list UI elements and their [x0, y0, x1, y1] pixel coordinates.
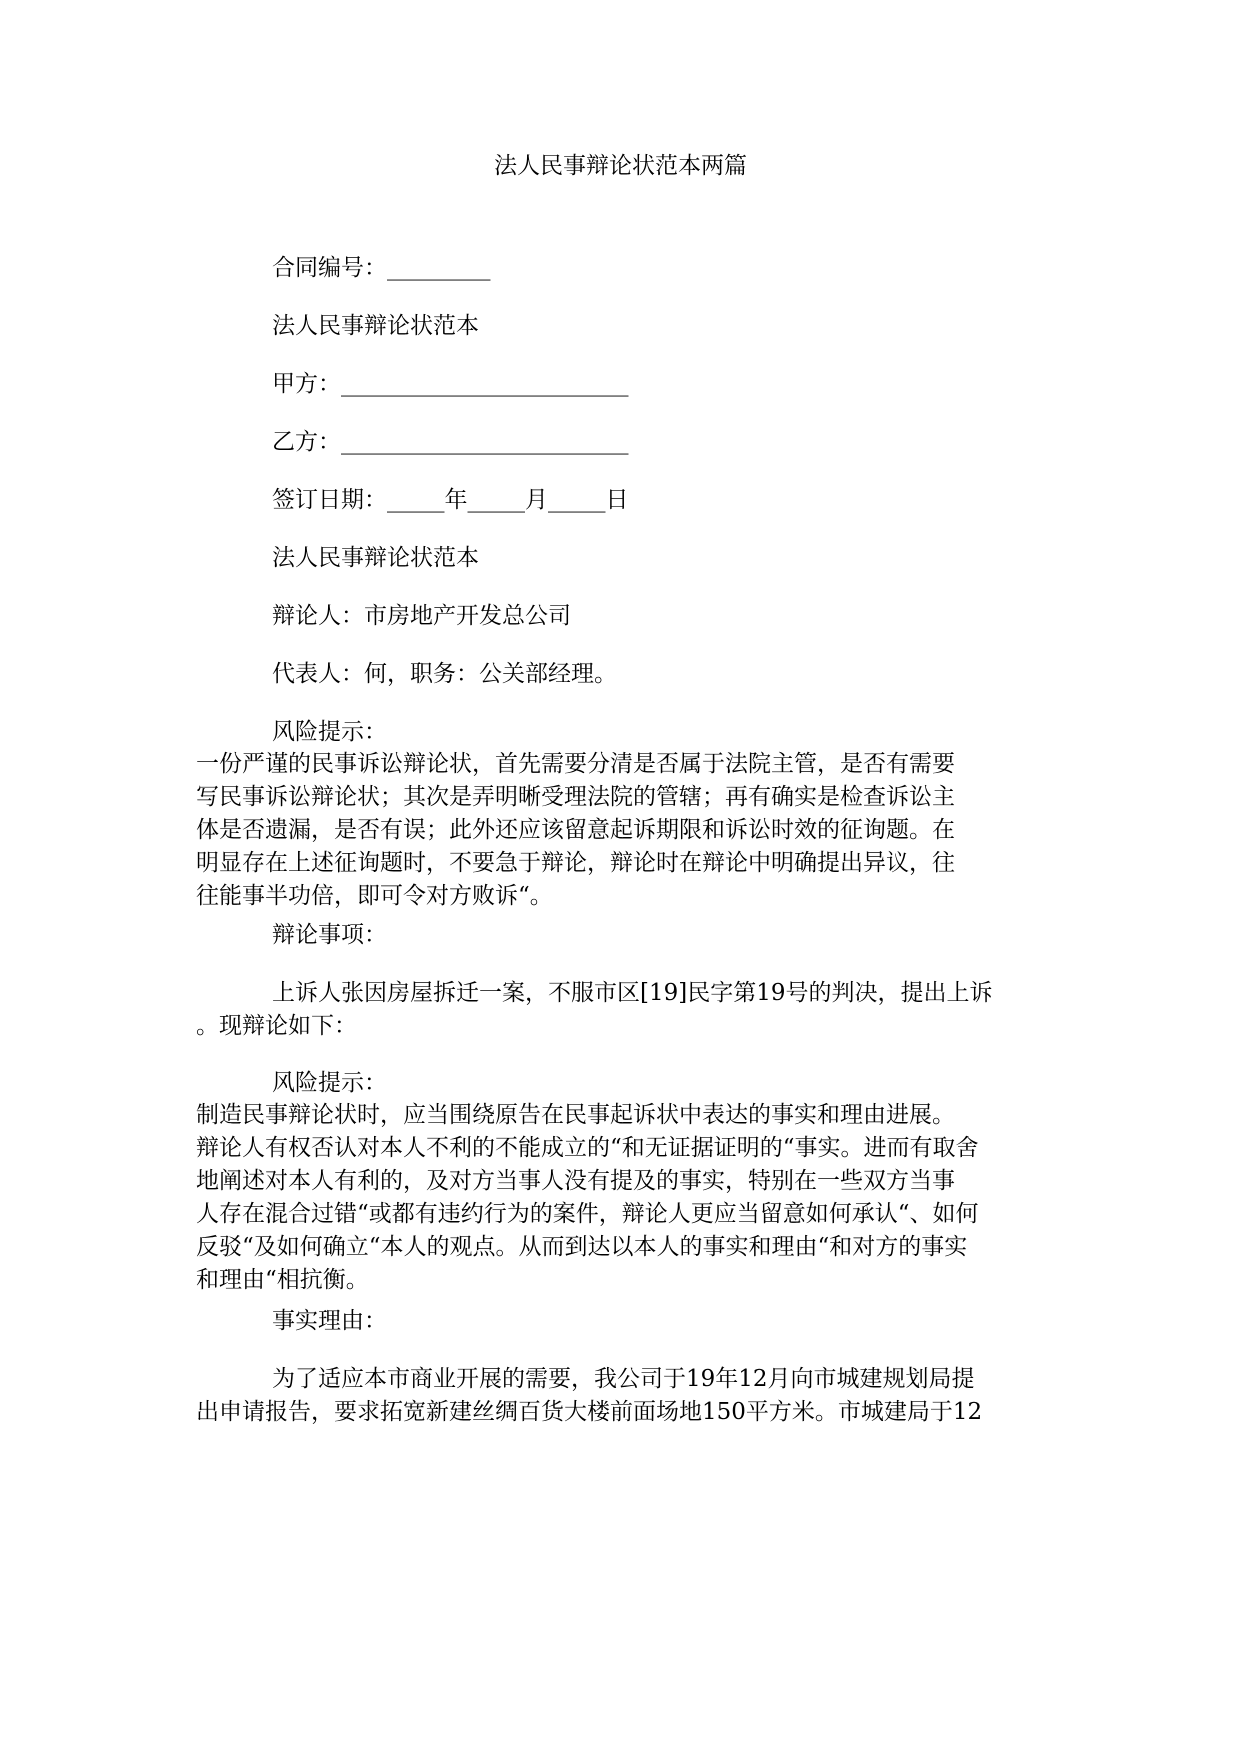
- text-line: 地阐述对本人有利的，及对方当事人没有提及的事实，特别在一些双方当事: [196, 1168, 955, 1194]
- text-line: 往能事半功倍，即可令对方败诉“。: [196, 883, 553, 909]
- risk-notice-paragraph-2: [196, 1099, 1046, 1297]
- reasons-heading: 事实理由：: [272, 1308, 387, 1334]
- risk-notice-heading: 风险提示：: [272, 719, 387, 745]
- text-line: 为了适应本市商业开展的需要，我公司于19年12月向市城建规划局提: [272, 1366, 975, 1392]
- text-line: 写民事诉讼辩论状；其次是弄明晰受理法院的管辖；再有确实是检查诉讼主: [196, 784, 955, 810]
- text-line: 上诉人张因房屋拆迁一案，不服市区[19]民字第19号的判决，提出上诉: [272, 980, 993, 1006]
- sign-date-line: 签订日期：_____年_____月_____日: [272, 487, 629, 513]
- text-line: 明显存在上述征询题时，不要急于辩论，辩论时在辩论中明确提出异议，往: [196, 850, 955, 876]
- template-subtitle-2: 法人民事辩论状范本: [272, 545, 479, 571]
- defendant-line: 辩论人：市房地产开发总公司: [272, 603, 571, 629]
- representative-line: 代表人：何，职务：公关部经理。: [272, 661, 617, 687]
- matters-heading: 辩论事项：: [272, 922, 387, 948]
- document-title: 法人民事辩论状范本两篇: [494, 153, 747, 179]
- risk-notice-paragraph: [196, 748, 1046, 913]
- text-line: 出申请报告，要求拓宽新建丝绸百货大楼前面场地150平方米。市城建局于12: [196, 1399, 983, 1425]
- text-line: 反驳“及如何确立“本人的观点。从而到达以本人的事实和理由“和对方的事实: [196, 1234, 968, 1260]
- text-line: 。现辩论如下：: [196, 1013, 357, 1039]
- template-subtitle: 法人民事辩论状范本: [272, 313, 479, 339]
- party-a-line: 甲方：_________________________: [272, 371, 629, 397]
- text-line: 一份严谨的民事诉讼辩论状，首先需要分清是否属于法院主管，是否有需要: [196, 751, 955, 777]
- text-line: 人存在混合过错“或都有违约行为的案件，辩论人更应当留意如何承认“、如何: [196, 1201, 979, 1227]
- text-line: 和理由“相抗衡。: [196, 1267, 369, 1293]
- text-line: 制造民事辩论状时，应当围绕原告在民事起诉状中表达的事实和理由进展。: [196, 1102, 955, 1128]
- risk-notice-heading-2: 风险提示：: [272, 1070, 387, 1096]
- party-b-line: 乙方：_________________________: [272, 429, 629, 455]
- reasons-paragraph: [196, 1363, 1046, 1429]
- matters-paragraph: [196, 977, 1046, 1043]
- text-line: 体是否遗漏，是否有误；此外还应该留意起诉期限和诉讼时效的征询题。在: [196, 817, 955, 843]
- contract-number-line: 合同编号：_________: [272, 255, 491, 281]
- text-line: 辩论人有权否认对本人不利的不能成立的“和无证据证明的“事实。进而有取舍: [196, 1135, 979, 1161]
